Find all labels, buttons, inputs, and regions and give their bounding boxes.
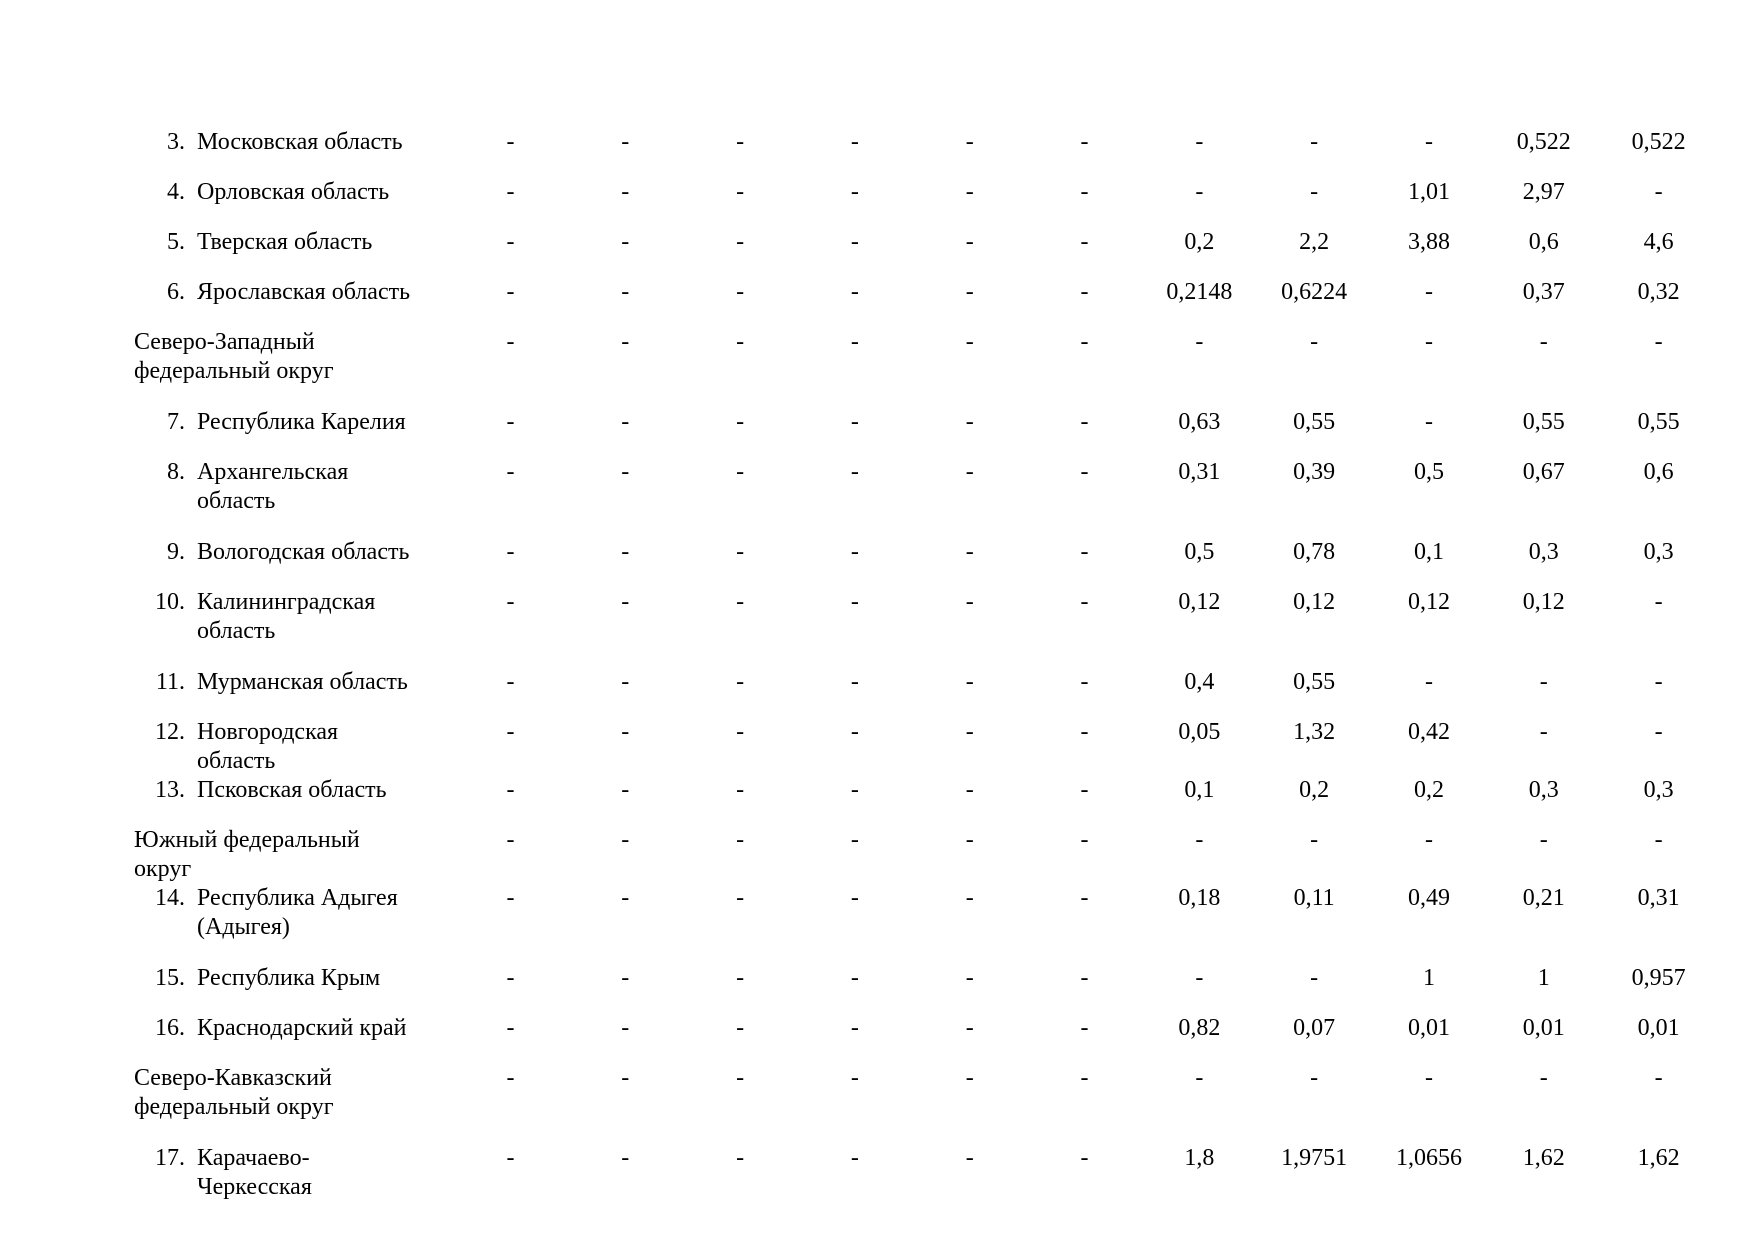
value-cell: - <box>506 885 515 911</box>
value-cell: - <box>621 329 630 355</box>
value-cell: 0,2 <box>1299 777 1330 803</box>
value-cell: - <box>850 777 859 803</box>
value-cell: 0,2 <box>1184 229 1215 255</box>
value-cell: - <box>1310 129 1319 155</box>
region-row <box>151 1014 1716 1064</box>
value-cell: - <box>1310 965 1319 991</box>
value-cell: 0,12 <box>1407 589 1450 615</box>
value-cell: 0,6224 <box>1281 279 1348 305</box>
value-cell: - <box>965 459 974 485</box>
value-cell: - <box>621 885 630 911</box>
value-cell: - <box>621 459 630 485</box>
district-row <box>151 826 1716 884</box>
value-cell: 4,6 <box>1643 229 1674 255</box>
district-name: Северо-Западный федеральный округ <box>134 329 334 384</box>
value-cell: - <box>850 965 859 991</box>
value-cell: - <box>506 1015 515 1041</box>
value-cell: - <box>1654 329 1663 355</box>
value-cell: 0,957 <box>1631 965 1686 991</box>
value-cell: - <box>965 777 974 803</box>
region-row <box>151 668 1716 718</box>
region-row <box>151 178 1716 228</box>
value-cell: - <box>1195 129 1204 155</box>
region-row <box>151 228 1716 278</box>
value-cell: 0,01 <box>1522 1015 1565 1041</box>
value-cell: - <box>1195 329 1204 355</box>
value-cell: 1,62 <box>1522 1145 1565 1171</box>
value-cell: 1,0656 <box>1395 1145 1462 1171</box>
region-row <box>151 884 1716 964</box>
value-cell: - <box>850 229 859 255</box>
value-cell: 0,42 <box>1407 719 1450 745</box>
value-cell: - <box>1080 129 1089 155</box>
value-cell: 0,12 <box>1178 589 1221 615</box>
value-cell: - <box>1080 885 1089 911</box>
region-name: Ярославская область <box>197 279 411 305</box>
value-cell: 0,12 <box>1522 589 1565 615</box>
value-cell: - <box>1080 589 1089 615</box>
value-cell: - <box>736 179 745 205</box>
value-cell: 1,8 <box>1184 1145 1215 1171</box>
value-cell: 2,2 <box>1299 229 1330 255</box>
value-cell: - <box>965 827 974 853</box>
value-cell: - <box>621 539 630 565</box>
value-cell: - <box>850 669 859 695</box>
value-cell: - <box>736 129 745 155</box>
region-name: Московская область <box>197 129 403 155</box>
district-name: Северо-Кавказский федеральный округ <box>134 1065 334 1120</box>
value-cell: - <box>621 827 630 853</box>
value-cell: 0,37 <box>1522 279 1565 305</box>
value-cell: - <box>965 965 974 991</box>
region-row <box>151 278 1716 328</box>
value-cell: 3,88 <box>1407 229 1450 255</box>
value-cell: - <box>1310 329 1319 355</box>
row-number: 16. <box>155 1015 185 1041</box>
value-cell: - <box>506 539 515 565</box>
value-cell: 0,05 <box>1178 719 1221 745</box>
value-cell: - <box>621 669 630 695</box>
value-cell: 0,55 <box>1293 409 1336 435</box>
value-cell: 0,67 <box>1522 459 1565 485</box>
value-cell: - <box>736 885 745 911</box>
value-cell: - <box>1195 965 1204 991</box>
value-cell: - <box>1424 129 1433 155</box>
region-row <box>151 718 1716 776</box>
value-cell: - <box>736 827 745 853</box>
value-cell: - <box>506 179 515 205</box>
value-cell: - <box>506 965 515 991</box>
value-cell: - <box>506 329 515 355</box>
value-cell: 0,01 <box>1637 1015 1680 1041</box>
value-cell: - <box>850 827 859 853</box>
value-cell: 0,3 <box>1643 539 1674 565</box>
region-row <box>151 128 1716 178</box>
value-cell: - <box>736 409 745 435</box>
value-cell: 0,32 <box>1637 279 1680 305</box>
value-cell: - <box>850 329 859 355</box>
value-cell: - <box>1424 1065 1433 1091</box>
value-cell: - <box>1310 827 1319 853</box>
row-number: 5. <box>167 229 185 255</box>
value-cell: - <box>506 409 515 435</box>
value-cell: - <box>965 179 974 205</box>
value-cell: - <box>965 539 974 565</box>
value-cell: 0,78 <box>1293 539 1336 565</box>
region-row <box>151 588 1716 668</box>
region-name: Мурманская область <box>197 669 408 695</box>
value-cell: - <box>506 589 515 615</box>
value-cell: - <box>621 777 630 803</box>
value-cell: - <box>1539 669 1548 695</box>
value-cell: - <box>965 279 974 305</box>
value-cell: 0,63 <box>1178 409 1221 435</box>
value-cell: - <box>1080 1015 1089 1041</box>
value-cell: - <box>1424 827 1433 853</box>
value-cell: 0,4 <box>1184 669 1215 695</box>
value-cell: - <box>850 1065 859 1091</box>
value-cell: - <box>1080 965 1089 991</box>
region-name: Республика Крым <box>197 965 381 991</box>
value-cell: - <box>621 965 630 991</box>
value-cell: - <box>850 539 859 565</box>
value-cell: 0,11 <box>1293 885 1335 911</box>
value-cell: 1 <box>1537 965 1550 991</box>
value-cell: - <box>1080 777 1089 803</box>
value-cell: - <box>1080 827 1089 853</box>
row-number: 9. <box>167 539 185 565</box>
row-number: 7. <box>167 409 185 435</box>
value-cell: - <box>506 1145 515 1171</box>
value-cell: - <box>736 589 745 615</box>
value-cell: - <box>850 279 859 305</box>
value-cell: - <box>965 229 974 255</box>
region-row <box>151 776 1716 826</box>
value-cell: 0,82 <box>1178 1015 1221 1041</box>
value-cell: - <box>965 1145 974 1171</box>
value-cell: - <box>736 1145 745 1171</box>
region-name: Орловская область <box>197 179 390 205</box>
value-cell: 0,31 <box>1178 459 1221 485</box>
value-cell: - <box>1310 179 1319 205</box>
value-cell: 0,31 <box>1637 885 1680 911</box>
value-cell: - <box>736 229 745 255</box>
region-name: Архангельская область <box>197 459 349 514</box>
value-cell: - <box>621 1065 630 1091</box>
value-cell: 0,07 <box>1293 1015 1336 1041</box>
value-cell: - <box>621 1015 630 1041</box>
region-name: Псковская область <box>197 777 387 803</box>
value-cell: - <box>506 1065 515 1091</box>
value-cell: 0,522 <box>1516 129 1571 155</box>
row-number: 3. <box>167 129 185 155</box>
value-cell: 0,49 <box>1407 885 1450 911</box>
value-cell: 0,01 <box>1407 1015 1450 1041</box>
value-cell: - <box>736 1015 745 1041</box>
region-name: Карачаево-Черкесская <box>197 1145 312 1200</box>
region-row <box>151 538 1716 588</box>
value-cell: 1,32 <box>1293 719 1336 745</box>
region-name: Новгородская область <box>197 719 339 774</box>
region-row <box>151 1144 1716 1202</box>
value-cell: - <box>1654 719 1663 745</box>
row-number: 4. <box>167 179 185 205</box>
value-cell: - <box>736 279 745 305</box>
value-cell: 0,6 <box>1528 229 1559 255</box>
value-cell: - <box>621 589 630 615</box>
row-number: 17. <box>155 1145 185 1171</box>
value-cell: 0,5 <box>1413 459 1444 485</box>
value-cell: 1,9751 <box>1281 1145 1348 1171</box>
value-cell: - <box>1080 459 1089 485</box>
value-cell: - <box>850 129 859 155</box>
value-cell: 0,3 <box>1528 777 1559 803</box>
value-cell: - <box>1654 669 1663 695</box>
value-cell: - <box>621 179 630 205</box>
district-row <box>151 1064 1716 1144</box>
value-cell: 0,18 <box>1178 885 1221 911</box>
value-cell: - <box>736 719 745 745</box>
value-cell: - <box>736 459 745 485</box>
value-cell: - <box>736 669 745 695</box>
value-cell: - <box>1424 329 1433 355</box>
row-number: 14. <box>155 885 185 911</box>
value-cell: - <box>1080 279 1089 305</box>
row-number: 6. <box>167 279 185 305</box>
value-cell: - <box>1654 1065 1663 1091</box>
value-cell: - <box>850 589 859 615</box>
value-cell: - <box>1539 827 1548 853</box>
value-cell: - <box>621 279 630 305</box>
value-cell: - <box>736 329 745 355</box>
value-cell: - <box>965 719 974 745</box>
value-cell: - <box>965 669 974 695</box>
value-cell: - <box>965 129 974 155</box>
value-cell: - <box>1195 1065 1204 1091</box>
row-number: 10. <box>155 589 185 615</box>
value-cell: - <box>1080 1065 1089 1091</box>
value-cell: - <box>850 409 859 435</box>
value-cell: - <box>506 719 515 745</box>
region-name: Республика Карелия <box>197 409 406 435</box>
value-cell: - <box>736 965 745 991</box>
value-cell: - <box>850 885 859 911</box>
row-number: 11. <box>155 669 185 695</box>
value-cell: - <box>621 409 630 435</box>
value-cell: - <box>965 589 974 615</box>
region-row <box>151 458 1716 538</box>
value-cell: - <box>1080 329 1089 355</box>
value-cell: 0,522 <box>1631 129 1686 155</box>
value-cell: - <box>1539 329 1548 355</box>
value-cell: - <box>1195 179 1204 205</box>
value-cell: - <box>506 279 515 305</box>
value-cell: - <box>1080 179 1089 205</box>
value-cell: - <box>506 229 515 255</box>
row-number: 12. <box>155 719 185 745</box>
value-cell: 0,2148 <box>1166 279 1233 305</box>
value-cell: - <box>965 409 974 435</box>
row-number: 8. <box>167 459 185 485</box>
value-cell: - <box>621 229 630 255</box>
value-cell: - <box>1080 539 1089 565</box>
value-cell: 0,55 <box>1293 669 1336 695</box>
value-cell: - <box>1080 669 1089 695</box>
value-cell: 0,39 <box>1293 459 1336 485</box>
district-name: Южный федеральный округ <box>134 827 360 882</box>
value-cell: 0,55 <box>1522 409 1565 435</box>
value-cell: - <box>506 129 515 155</box>
value-cell: - <box>736 777 745 803</box>
value-cell: 0,3 <box>1643 777 1674 803</box>
value-cell: 0,5 <box>1184 539 1215 565</box>
value-cell: - <box>965 1065 974 1091</box>
value-cell: - <box>1654 179 1663 205</box>
value-cell: - <box>621 1145 630 1171</box>
district-row <box>151 328 1716 408</box>
value-cell: - <box>1080 229 1089 255</box>
value-cell: - <box>621 129 630 155</box>
region-name: Тверская область <box>197 229 373 255</box>
value-cell: 0,1 <box>1413 539 1444 565</box>
value-cell: 1,62 <box>1637 1145 1680 1171</box>
value-cell: 0,12 <box>1293 589 1336 615</box>
value-cell: - <box>736 1065 745 1091</box>
value-cell: - <box>506 459 515 485</box>
value-cell: 0,2 <box>1413 777 1444 803</box>
value-cell: 2,97 <box>1522 179 1565 205</box>
table-body <box>134 128 1716 1202</box>
value-cell: 0,1 <box>1184 777 1215 803</box>
value-cell: - <box>1654 589 1663 615</box>
value-cell: 0,6 <box>1643 459 1674 485</box>
region-row <box>151 408 1716 458</box>
value-cell: - <box>1080 719 1089 745</box>
value-cell: - <box>621 719 630 745</box>
value-cell: - <box>1080 1145 1089 1171</box>
value-cell: - <box>1539 1065 1548 1091</box>
value-cell: - <box>1195 827 1204 853</box>
region-name: Краснодарский край <box>197 1015 407 1041</box>
row-number: 15. <box>155 965 185 991</box>
value-cell: - <box>1310 1065 1319 1091</box>
row-number: 13. <box>155 777 185 803</box>
region-row <box>151 964 1716 1014</box>
value-cell: 0,55 <box>1637 409 1680 435</box>
regions-table <box>134 128 1716 1202</box>
value-cell: - <box>965 329 974 355</box>
value-cell: 1 <box>1422 965 1435 991</box>
value-cell: - <box>1654 827 1663 853</box>
value-cell: 0,3 <box>1528 539 1559 565</box>
value-cell: - <box>1080 409 1089 435</box>
value-cell: - <box>965 885 974 911</box>
value-cell: - <box>506 669 515 695</box>
value-cell: - <box>506 777 515 803</box>
value-cell: - <box>850 1145 859 1171</box>
value-cell: - <box>506 827 515 853</box>
value-cell: - <box>850 719 859 745</box>
value-cell: - <box>850 459 859 485</box>
value-cell: 0,21 <box>1522 885 1565 911</box>
value-cell: - <box>965 1015 974 1041</box>
value-cell: - <box>1424 669 1433 695</box>
value-cell: - <box>1424 279 1433 305</box>
value-cell: - <box>1539 719 1548 745</box>
value-cell: 1,01 <box>1407 179 1450 205</box>
value-cell: - <box>736 539 745 565</box>
region-name: Калининградская область <box>197 589 376 644</box>
region-name: Республика Адыгея (Адыгея) <box>197 885 398 940</box>
value-cell: - <box>1424 409 1433 435</box>
value-cell: - <box>850 1015 859 1041</box>
region-name: Вологодская область <box>197 539 410 565</box>
value-cell: - <box>850 179 859 205</box>
